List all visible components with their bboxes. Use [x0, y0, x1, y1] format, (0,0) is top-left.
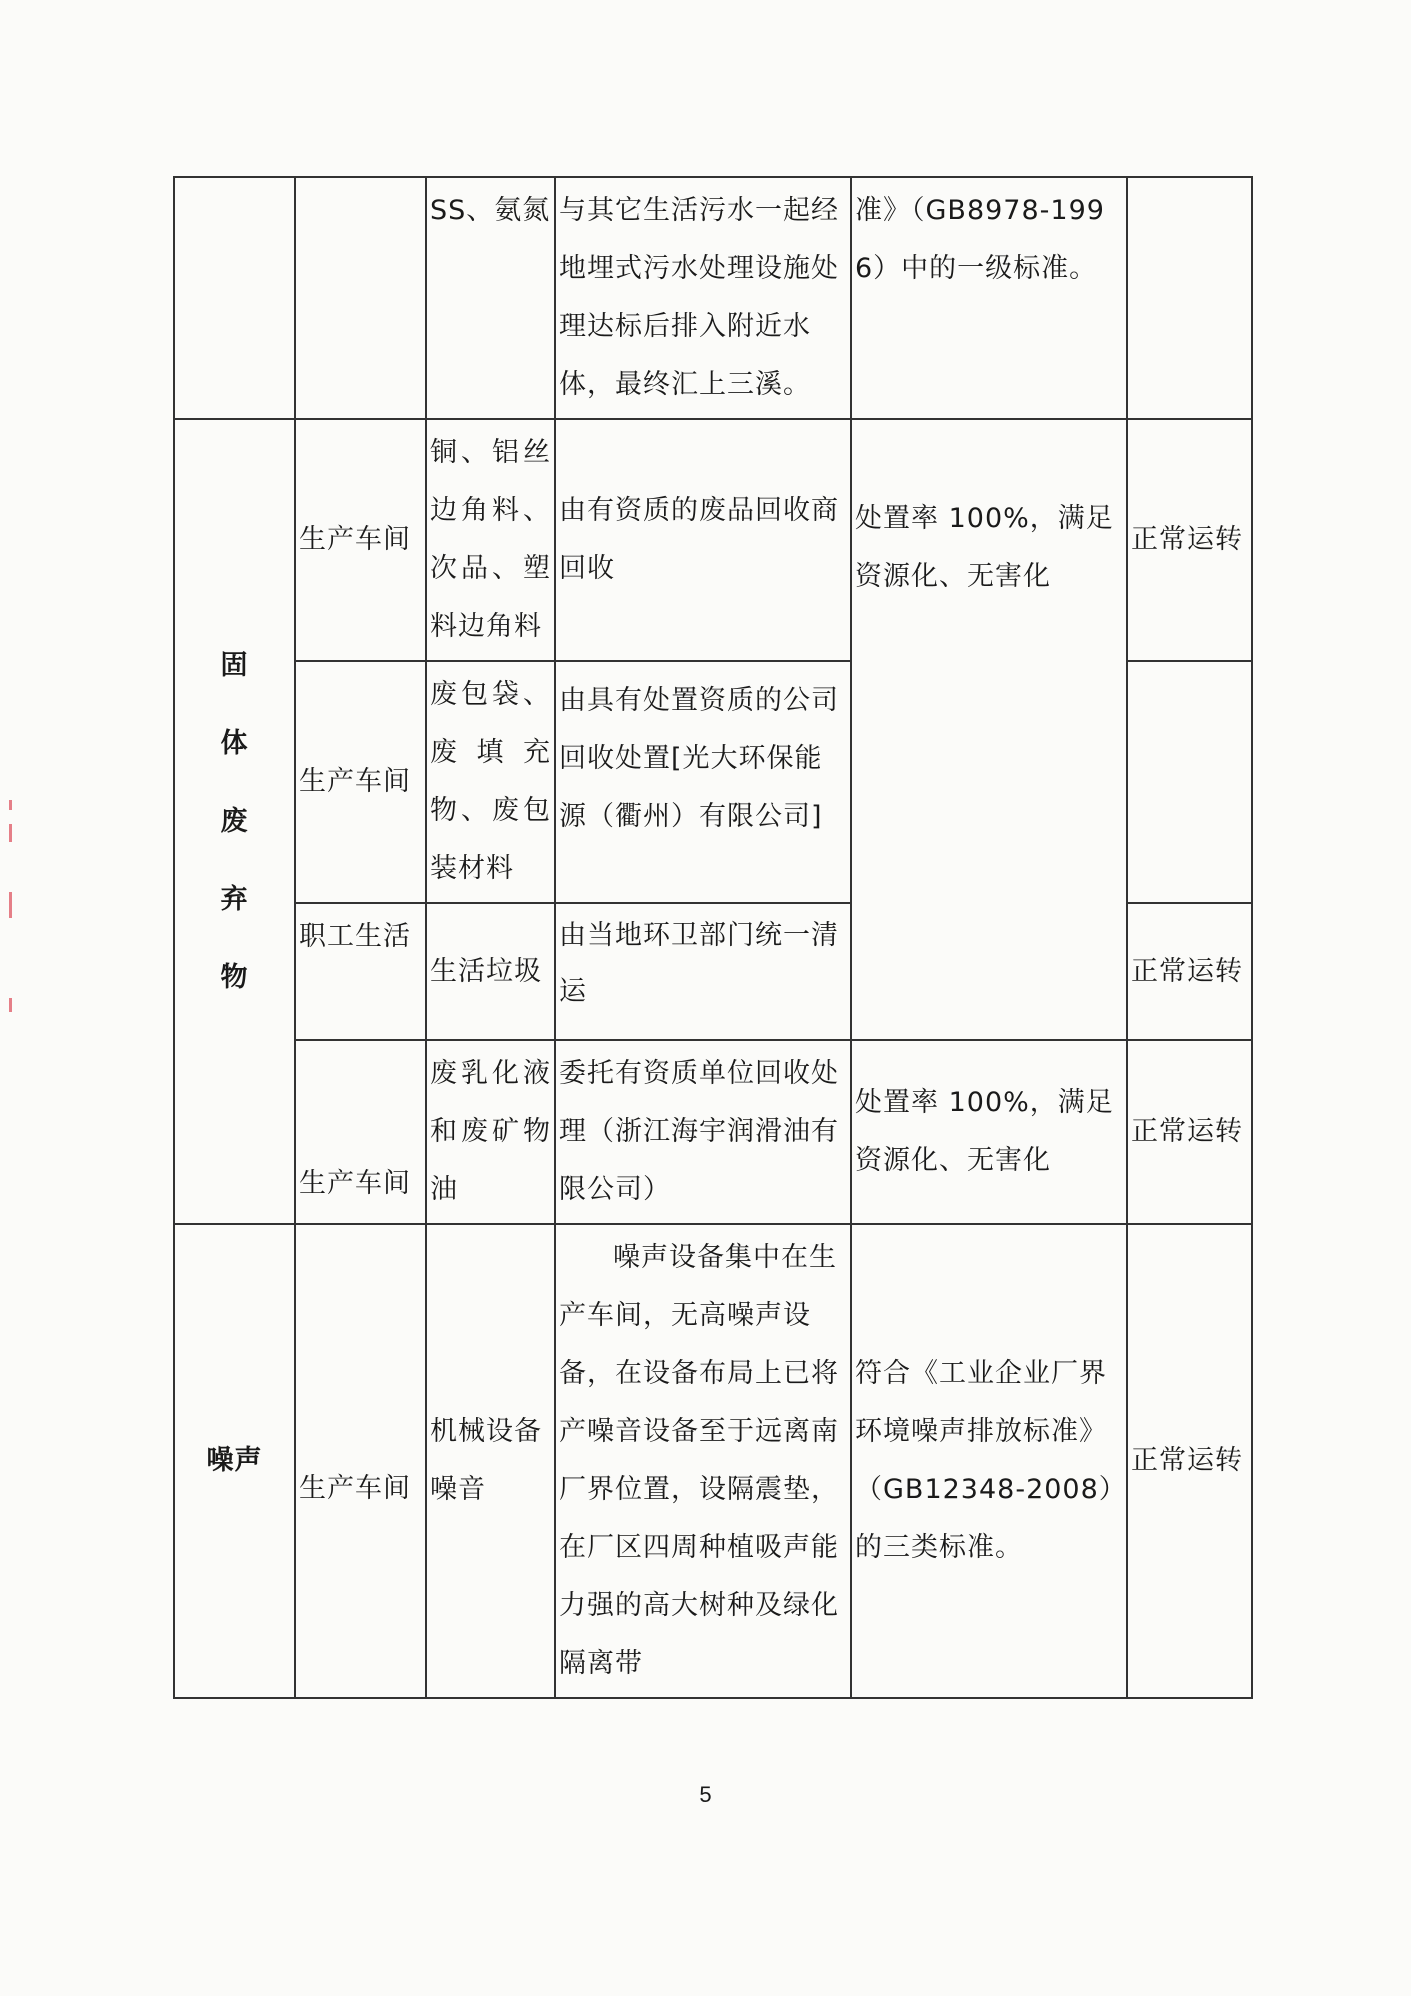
standard-cell: 准》（GB8978-1996）中的一级标准。: [851, 177, 1127, 419]
source-cell: 职工生活: [295, 903, 426, 1040]
pollutant-cell: 废包袋、废填充物、废包装材料: [426, 661, 555, 903]
status-cell: 正常运转: [1127, 1040, 1252, 1224]
measure-cell: 与其它生活污水一起经地埋式污水处理设施处理达标后排入附近水体，最终汇上三溪。: [555, 177, 851, 419]
pollution-control-table: [173, 176, 1253, 1699]
category-solid-waste: 固 体 废 弃 物: [174, 419, 295, 1224]
measure-cell: 由具有处置资质的公司回收处置[光大环保能源（衢州）有限公司]: [555, 661, 851, 903]
measure-cell: 由当地环卫部门统一清运: [555, 903, 851, 1040]
standard-cell: 符合《工业企业厂界环境噪声排放标准》（GB12348-2008）的三类标准。: [851, 1224, 1127, 1698]
page-number: 5: [699, 1782, 712, 1807]
pollutant-cell: 生活垃圾: [426, 903, 555, 1040]
status-cell: 正常运转: [1127, 1224, 1252, 1698]
table-row: [174, 419, 1252, 661]
pollutant-cell: 废乳化液和废矿物油: [426, 1040, 555, 1224]
source-cell: 生产车间: [295, 1040, 426, 1224]
measure-cell: 委托有资质单位回收处理（浙江海宇润滑油有限公司）: [555, 1040, 851, 1224]
source-cell: [295, 177, 426, 419]
table-row: [174, 1224, 1252, 1698]
source-cell: 生产车间: [295, 1224, 426, 1698]
source-cell: 生产车间: [295, 661, 426, 903]
category-noise: 噪声: [174, 1224, 295, 1698]
source-cell: 生产车间: [295, 419, 426, 661]
status-cell: 正常运转: [1127, 419, 1252, 661]
table-row: [174, 177, 1252, 419]
table-row: [174, 1040, 1252, 1224]
category-cell: [174, 177, 295, 419]
measure-cell: 由有资质的废品回收商回收: [555, 419, 851, 661]
standard-cell-merged: 处置率 100%，满足资源化、无害化: [851, 419, 1127, 1040]
pollutant-cell: SS、氨氮: [426, 177, 555, 419]
pollutant-cell: 机械设备噪音: [426, 1224, 555, 1698]
status-cell: 正常运转: [1127, 903, 1252, 1040]
status-cell: [1127, 661, 1252, 903]
measure-cell: 噪声设备集中在生产车间，无高噪声设备，在设备布局上已将产噪音设备至于远离南厂界位置，设隔震垫，在厂区四周种植吸声能力强的高大树种及绿化隔离带: [555, 1224, 851, 1698]
scan-edge-marks: [9, 800, 15, 1026]
standard-cell: 处置率 100%，满足资源化、无害化: [851, 1040, 1127, 1224]
status-cell: [1127, 177, 1252, 419]
pollutant-cell: 铜、铝丝边角料、次品、塑料边角料: [426, 419, 555, 661]
